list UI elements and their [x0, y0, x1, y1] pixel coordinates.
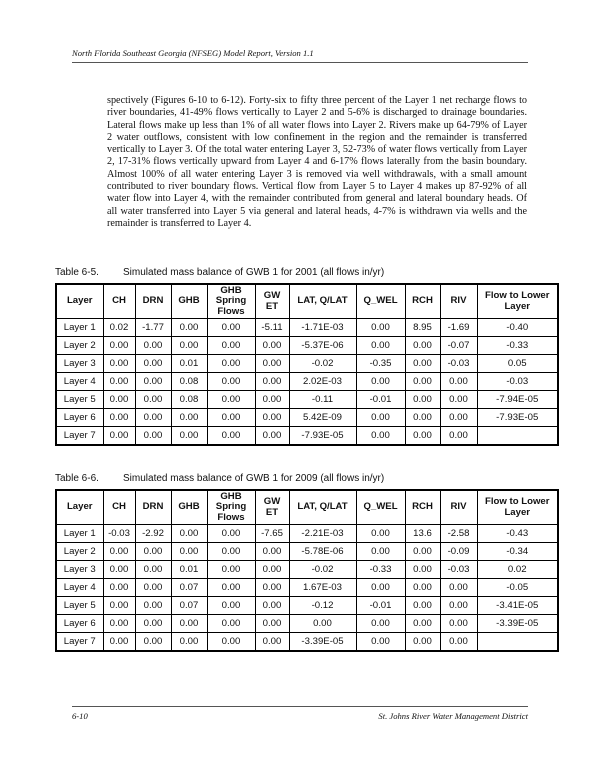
table-cell [477, 427, 558, 446]
table-6-5-number: Table 6-5. [55, 267, 99, 278]
table-row [56, 597, 558, 615]
table-cell: -2.21E-03 [289, 525, 356, 543]
table-cell: -0.03 [477, 373, 558, 391]
table-header-row [56, 490, 558, 525]
table-cell: -0.35 [356, 355, 405, 373]
table-row [56, 543, 558, 561]
table-cell: 0.00 [405, 597, 440, 615]
table-row [56, 391, 558, 409]
table-cell: 0.00 [405, 633, 440, 652]
table-6-5 [55, 283, 559, 446]
table-cell: -1.77 [135, 319, 171, 337]
column-header: Flow to Lower Layer [477, 284, 558, 319]
table-cell: 0.00 [171, 543, 207, 561]
table-cell: 0.00 [135, 337, 171, 355]
table-cell: -0.33 [477, 337, 558, 355]
page-number: 6-10 [72, 711, 88, 721]
table-cell: -0.34 [477, 543, 558, 561]
column-header: CH [103, 490, 135, 525]
table-6-6 [55, 489, 559, 652]
table-cell: 0.00 [103, 337, 135, 355]
table-cell: 0.00 [405, 615, 440, 633]
table-cell: 0.00 [255, 391, 289, 409]
column-header: RIV [440, 284, 477, 319]
row-label: Layer 4 [56, 373, 103, 391]
table-6-6-title: Simulated mass balance of GWB 1 for 2009 (all flows in/yr) [123, 473, 385, 484]
table-cell: 0.00 [103, 373, 135, 391]
table-cell: -0.09 [440, 543, 477, 561]
table-cell: 0.00 [255, 597, 289, 615]
row-label: Layer 3 [56, 355, 103, 373]
table-cell: 0.00 [356, 615, 405, 633]
table-cell: -3.39E-05 [477, 615, 558, 633]
table-cell: 0.00 [171, 409, 207, 427]
table-cell: 0.02 [103, 319, 135, 337]
column-header: GHB Spring Flows [207, 490, 255, 525]
table-cell: 0.00 [207, 319, 255, 337]
table-row [56, 633, 558, 652]
table-cell: 0.00 [405, 543, 440, 561]
table-row [56, 319, 558, 337]
table-cell: 0.08 [171, 373, 207, 391]
table-cell: 0.05 [477, 355, 558, 373]
table-cell: 0.00 [440, 409, 477, 427]
table-cell: 0.00 [135, 373, 171, 391]
table-cell: 0.00 [207, 409, 255, 427]
table-row [56, 579, 558, 597]
table-cell: 0.00 [255, 579, 289, 597]
row-label: Layer 5 [56, 597, 103, 615]
table-cell: 0.00 [356, 525, 405, 543]
table-cell: -7.65 [255, 525, 289, 543]
table-6-6-number: Table 6-6. [55, 473, 99, 484]
table-cell: 0.00 [135, 579, 171, 597]
table-cell: 0.02 [477, 561, 558, 579]
table-cell: 0.00 [255, 337, 289, 355]
table-cell: 0.00 [207, 633, 255, 652]
table-cell: 0.00 [171, 337, 207, 355]
table-cell: 0.00 [135, 355, 171, 373]
table-cell: 0.00 [440, 597, 477, 615]
row-label: Layer 7 [56, 427, 103, 446]
table-cell: 0.00 [207, 373, 255, 391]
table-cell: -0.01 [356, 597, 405, 615]
table-cell: -0.43 [477, 525, 558, 543]
column-header: GHB [171, 490, 207, 525]
table-cell: 0.00 [103, 597, 135, 615]
table-cell: 0.00 [103, 427, 135, 446]
column-header: LAT, Q/LAT [289, 490, 356, 525]
table-cell: -0.12 [289, 597, 356, 615]
table-cell: 0.00 [255, 543, 289, 561]
table-row [56, 427, 558, 446]
table-cell: -0.40 [477, 319, 558, 337]
column-header: Flow to Lower Layer [477, 490, 558, 525]
table-cell: 0.00 [255, 633, 289, 652]
table-cell: 0.00 [405, 373, 440, 391]
table-cell: -3.39E-05 [289, 633, 356, 652]
table-cell: -2.92 [135, 525, 171, 543]
row-label: Layer 6 [56, 615, 103, 633]
table-cell: 0.00 [171, 319, 207, 337]
column-header: LAT, Q/LAT [289, 284, 356, 319]
table-cell: 0.00 [356, 579, 405, 597]
table-cell: 0.00 [255, 355, 289, 373]
table-cell: 0.00 [405, 561, 440, 579]
table-cell: 0.00 [207, 615, 255, 633]
table-cell: 0.07 [171, 579, 207, 597]
row-label: Layer 1 [56, 319, 103, 337]
row-label: Layer 4 [56, 579, 103, 597]
table-cell: 0.00 [440, 633, 477, 652]
table-cell: -5.11 [255, 319, 289, 337]
table-cell: 0.07 [171, 597, 207, 615]
table-row [56, 525, 558, 543]
table-cell: -0.07 [440, 337, 477, 355]
table-cell: 0.00 [255, 615, 289, 633]
running-header: North Florida Southeast Georgia (NFSEG) Model Report, Version 1.1 [72, 48, 314, 58]
table-cell: 0.00 [207, 543, 255, 561]
table-cell: 0.01 [171, 561, 207, 579]
table-cell: 0.00 [356, 373, 405, 391]
table-cell: 0.00 [103, 633, 135, 652]
column-header: RIV [440, 490, 477, 525]
table-cell: 0.00 [103, 561, 135, 579]
table-cell: -0.05 [477, 579, 558, 597]
table-cell: 0.00 [440, 615, 477, 633]
table-cell: 0.00 [207, 355, 255, 373]
table-cell: 0.00 [103, 579, 135, 597]
table-cell: 0.00 [103, 409, 135, 427]
column-header: GHB [171, 284, 207, 319]
table-cell: 0.00 [255, 561, 289, 579]
table-cell: 0.00 [255, 427, 289, 446]
column-header: DRN [135, 284, 171, 319]
row-label: Layer 6 [56, 409, 103, 427]
table-cell: -0.03 [440, 561, 477, 579]
column-header: Layer [56, 490, 103, 525]
table-cell: -0.03 [440, 355, 477, 373]
table-header-row [56, 284, 558, 319]
table-cell: 0.00 [135, 543, 171, 561]
table-cell: -1.69 [440, 319, 477, 337]
table-row [56, 409, 558, 427]
table-cell: -7.94E-05 [477, 391, 558, 409]
column-header: RCH [405, 490, 440, 525]
table-row [56, 561, 558, 579]
table-row [56, 615, 558, 633]
table-cell: 0.00 [405, 391, 440, 409]
column-header: GW ET [255, 284, 289, 319]
column-header: GW ET [255, 490, 289, 525]
table-cell: 0.00 [103, 355, 135, 373]
table-cell: -1.71E-03 [289, 319, 356, 337]
header-rule [72, 62, 528, 63]
table-cell: 0.00 [207, 561, 255, 579]
table-cell: 0.01 [171, 355, 207, 373]
table-cell: 0.00 [405, 337, 440, 355]
table-cell: 0.00 [207, 525, 255, 543]
table-cell: 13.6 [405, 525, 440, 543]
table-cell: 0.00 [171, 615, 207, 633]
table-cell: 0.00 [135, 597, 171, 615]
table-cell: 5.42E-09 [289, 409, 356, 427]
table-cell: 0.00 [440, 579, 477, 597]
row-label: Layer 1 [56, 525, 103, 543]
table-cell: 8.95 [405, 319, 440, 337]
table-cell: 0.00 [135, 391, 171, 409]
table-row [56, 337, 558, 355]
table-cell: -5.78E-06 [289, 543, 356, 561]
table-cell: 0.00 [405, 579, 440, 597]
table-cell: 1.67E-03 [289, 579, 356, 597]
column-header: Layer [56, 284, 103, 319]
column-header: Q_WEL [356, 490, 405, 525]
column-header: Q_WEL [356, 284, 405, 319]
table-cell: -0.02 [289, 355, 356, 373]
column-header: RCH [405, 284, 440, 319]
table-cell: 0.00 [171, 633, 207, 652]
row-label: Layer 5 [56, 391, 103, 409]
table-cell: 0.00 [103, 391, 135, 409]
column-header: CH [103, 284, 135, 319]
table-cell: -5.37E-06 [289, 337, 356, 355]
table-cell: 0.00 [440, 391, 477, 409]
table-cell: -0.11 [289, 391, 356, 409]
table-cell: 0.00 [207, 597, 255, 615]
table-cell: -7.93E-05 [477, 409, 558, 427]
table-6-6-caption [55, 473, 384, 484]
table-cell: 0.00 [207, 427, 255, 446]
table-cell: 0.00 [171, 525, 207, 543]
table-cell: 0.00 [356, 633, 405, 652]
table-cell: 0.00 [440, 427, 477, 446]
row-label: Layer 3 [56, 561, 103, 579]
table-cell: 0.00 [255, 373, 289, 391]
table-cell: 0.00 [207, 579, 255, 597]
table-cell: -0.01 [356, 391, 405, 409]
table-cell: 0.08 [171, 391, 207, 409]
row-label: Layer 2 [56, 543, 103, 561]
footer-rule [72, 706, 528, 707]
footer-organization: St. Johns River Water Management District [378, 711, 528, 721]
table-cell: 0.00 [356, 319, 405, 337]
column-header: DRN [135, 490, 171, 525]
row-label: Layer 7 [56, 633, 103, 652]
table-row [56, 373, 558, 391]
table-cell: 0.00 [356, 409, 405, 427]
table-cell: 0.00 [103, 543, 135, 561]
column-header: GHB Spring Flows [207, 284, 255, 319]
table-cell: 0.00 [405, 409, 440, 427]
table-cell: 0.00 [440, 373, 477, 391]
table-cell: 0.00 [405, 427, 440, 446]
table-cell: 0.00 [405, 355, 440, 373]
table-cell: -0.33 [356, 561, 405, 579]
table-cell: 0.00 [289, 615, 356, 633]
table-cell: 0.00 [207, 391, 255, 409]
table-cell: 0.00 [356, 543, 405, 561]
row-label: Layer 2 [56, 337, 103, 355]
table-6-5-title: Simulated mass balance of GWB 1 for 2001 (all flows in/yr) [123, 267, 385, 278]
table-cell: 0.00 [356, 427, 405, 446]
table-cell: -3.41E-05 [477, 597, 558, 615]
table-6-5-caption [55, 267, 384, 278]
table-cell: 0.00 [135, 409, 171, 427]
table-cell: 0.00 [135, 561, 171, 579]
table-cell: 0.00 [135, 633, 171, 652]
table-cell: 0.00 [171, 427, 207, 446]
table-cell: 0.00 [356, 337, 405, 355]
body-paragraph: spectively (Figures 6-10 to 6-12). Forty-six to fifty three percent of the Layer 1 net recharge flows to river boundaries, 41-49% flows vertically to Layer 2 and 5-6% is discharged to drainage boundaries. Lateral flows make up less than 1% of all water flows into Layer 2. Rivers make up 64-79% of Layer 2 water outflows, consistent with low confinement in the region and the remainder is transferred vertically to Layer 3. Of the total water entering Layer 3, 52-73% of water flows vertically from Layer 2, 17-31% flows vertically upward from Layer 4 and 6-17% flows laterally from the basin boundary. Almost 100% of all water entering Layer 3 is removed via well withdrawals, with a small amount contributed to river boundary flows. Vertical flow from Layer 5 to Layer 4 makes up 87-92% of all water flow into Layer 4, with the remainder contributed from general and lateral boundary heads. Of all water transferred into Layer 5 via general and lateral heads, 4-7% is withdrawn via wells and the remainder is transferred to Layer 4. [107, 95, 527, 229]
table-cell: 2.02E-03 [289, 373, 356, 391]
table-cell: 0.00 [255, 409, 289, 427]
table-cell: 0.00 [207, 337, 255, 355]
table-cell: -0.03 [103, 525, 135, 543]
table-cell: 0.00 [135, 427, 171, 446]
table-cell: 0.00 [135, 615, 171, 633]
table-row [56, 355, 558, 373]
table-cell: 0.00 [103, 615, 135, 633]
table-cell: -7.93E-05 [289, 427, 356, 446]
table-cell [477, 633, 558, 652]
table-cell: -0.02 [289, 561, 356, 579]
table-cell: -2.58 [440, 525, 477, 543]
